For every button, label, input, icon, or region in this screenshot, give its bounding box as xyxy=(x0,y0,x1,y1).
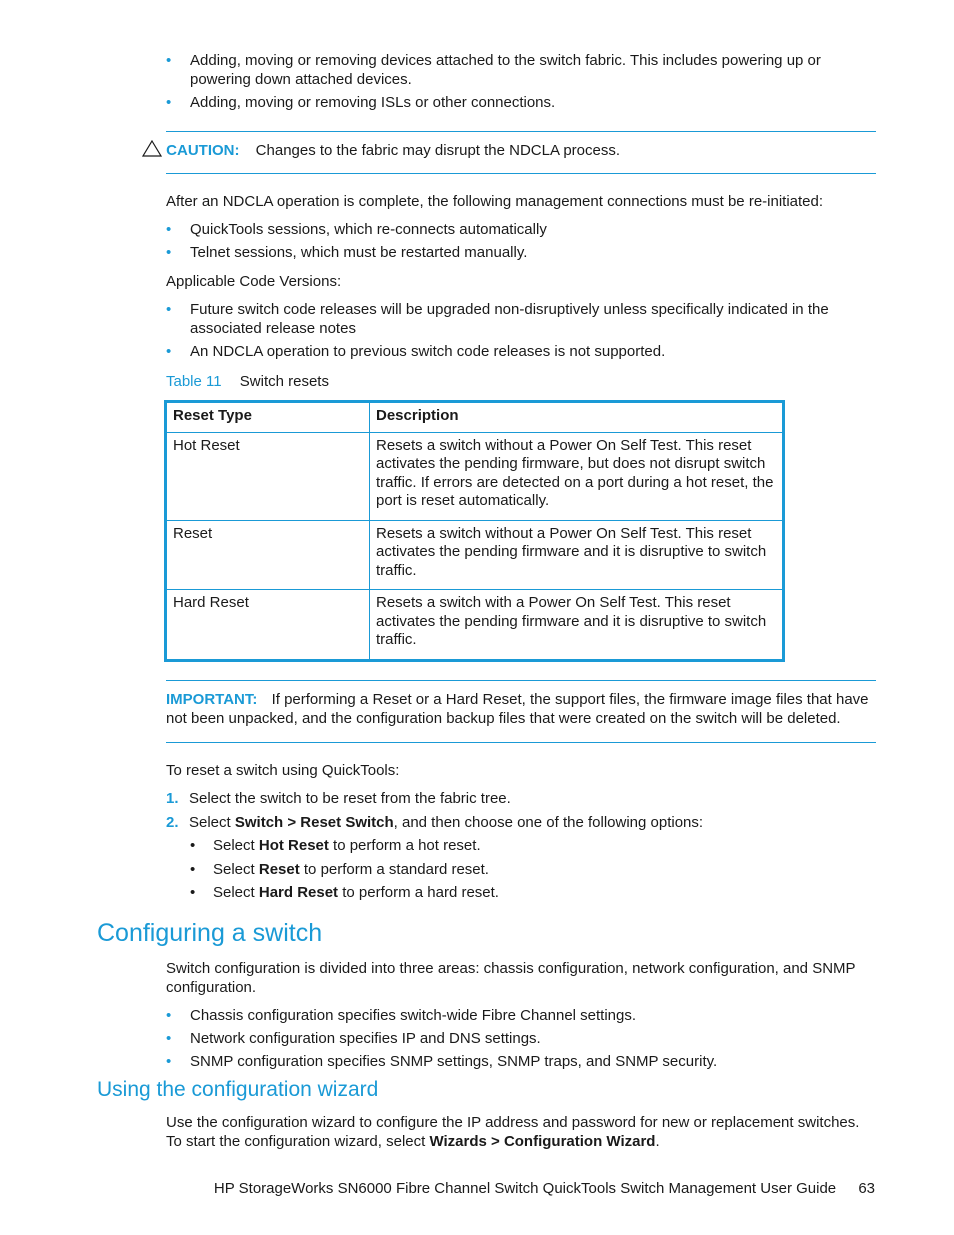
to-reset-text: To reset a switch using QuickTools: xyxy=(166,762,400,779)
code-bullet-list xyxy=(166,300,856,365)
section2-text: Use the configuration wizard to configure the IP address and password for new or replacement switches. To start the configuration wizard, select Wizards > Configuration Wizard. xyxy=(166,1114,860,1150)
list-item: • Select Hot Reset to perform a hot reset. xyxy=(190,837,481,854)
table-cell: Hot Reset xyxy=(166,432,370,520)
step-2: 2. Select Switch > Reset Switch, and then choose one of the following options: xyxy=(166,814,704,831)
table-row xyxy=(166,432,784,520)
page-number: 63 xyxy=(858,1180,875,1197)
top-bullet-list xyxy=(166,51,856,116)
list-item: • Select Reset to perform a standard reset. xyxy=(190,860,489,878)
table-cell: Resets a switch with a Power On Self Test. This reset activates the pending firmware and it is disruptive to switch traffic. xyxy=(370,590,784,661)
list-item: • Network configuration specifies IP and DNS settings. xyxy=(166,1030,541,1047)
important-top-rule xyxy=(166,680,876,681)
list-item: • Adding, moving or removing ISLs or other connections. xyxy=(166,94,556,111)
caution-bottom-rule xyxy=(166,173,876,174)
caution-top-rule xyxy=(166,131,876,132)
header-reset-type: Reset Type xyxy=(166,402,370,433)
table-caption xyxy=(166,372,329,391)
important-bottom-rule xyxy=(166,742,876,743)
list-item: • Adding, moving or removing devices attached to the switch fabric. This includes powering up or powering down attached devices. xyxy=(166,52,821,88)
footer-title: HP StorageWorks SN6000 Fibre Channel Switch QuickTools Switch Management User Guide xyxy=(213,1180,837,1197)
caution-text: Changes to the fabric may disrupt the NDCLA process. xyxy=(255,142,621,159)
list-item: • QuickTools sessions, which re-connects automatically xyxy=(166,221,547,238)
caution-note xyxy=(142,140,620,160)
switch-resets-table xyxy=(164,400,785,662)
list-item: • Chassis configuration specifies switch-wide Fibre Channel settings. xyxy=(166,1007,637,1024)
table-row xyxy=(166,590,784,661)
section-heading-configuring: Configuring a switch xyxy=(97,919,323,947)
list-item: • An NDCLA operation to previous switch code releases is not supported. xyxy=(166,343,666,360)
table-row xyxy=(166,520,784,590)
page-footer xyxy=(214,1180,875,1197)
list-item: • Select Hard Reset to perform a hard reset. xyxy=(190,884,499,901)
header-description: Description xyxy=(370,402,784,433)
caution-label: CAUTION: xyxy=(166,142,240,159)
table-caption-label: Table 11 xyxy=(166,373,222,390)
section1-intro: Switch configuration is divided into three areas: chassis configuration, network configuration, and SNMP configuration. xyxy=(166,960,856,996)
important-text: If performing a Reset or a Hard Reset, the support files, the firmware image files that have not been unpacked, and the configuration backup files that were created on the switch will be deleted. xyxy=(166,691,869,727)
list-item: • Telnet sessions, which must be restarted manually. xyxy=(166,244,528,261)
warning-triangle-icon xyxy=(142,140,162,157)
table-header-row xyxy=(166,402,784,433)
table-cell: Reset xyxy=(166,520,370,590)
table-cell: Resets a switch without a Power On Self Test. This reset activates the pending firmware, but does not disrupt switch traffic. If errors are detected on a port during a hot reset, the port is reset automatically. xyxy=(370,432,784,520)
reset-steps xyxy=(166,789,866,837)
important-note xyxy=(166,690,876,728)
list-item: • SNMP configuration specifies SNMP settings, SNMP traps, and SNMP security. xyxy=(166,1053,718,1070)
table-cell: Hard Reset xyxy=(166,590,370,661)
list-item: • Future switch code releases will be upgraded non-disruptively unless specifically indicated in the associated release notes xyxy=(166,301,829,337)
after-ndcla-text: After an NDCLA operation is complete, the following management connections must be re-initiated: xyxy=(166,193,824,210)
reinit-bullet-list xyxy=(166,220,856,266)
important-label: IMPORTANT: xyxy=(166,691,258,708)
section-heading-wizard: Using the configuration wizard xyxy=(97,1078,379,1101)
step-1: 1. Select the switch to be reset from the fabric tree. xyxy=(166,790,511,807)
config-areas-list xyxy=(166,1006,856,1075)
applicable-text: Applicable Code Versions: xyxy=(166,273,342,290)
table-cell: Resets a switch without a Power On Self Test. This reset activates the pending firmware and it is disruptive to switch traffic. xyxy=(370,520,784,590)
reset-options-list xyxy=(190,836,499,907)
table-caption-text: Switch resets xyxy=(239,373,329,390)
